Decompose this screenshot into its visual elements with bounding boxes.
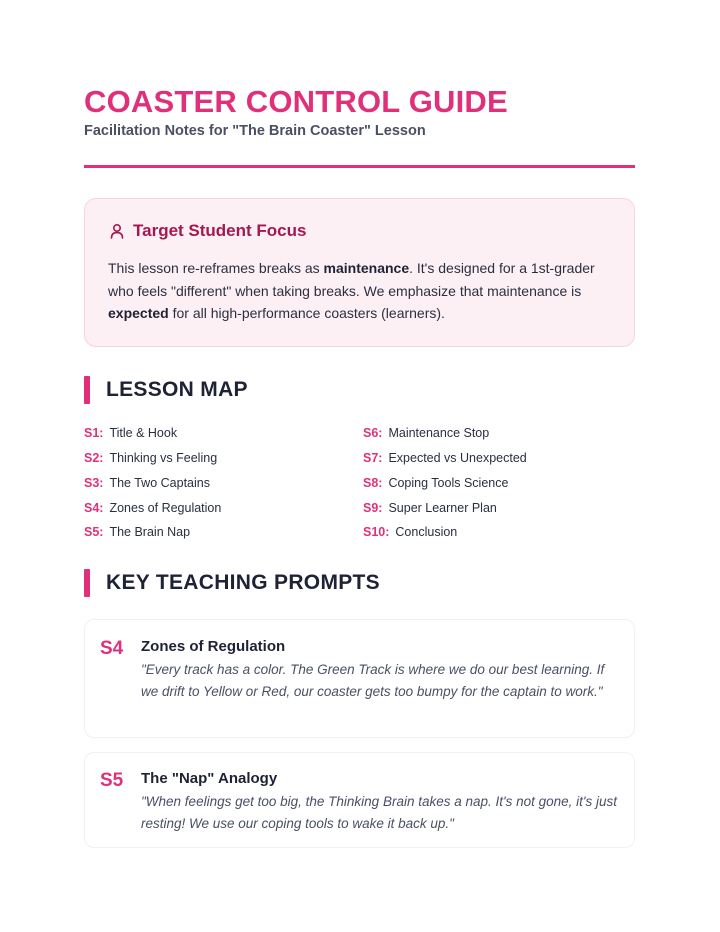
slide-label: The Two Captains xyxy=(109,476,210,490)
slide-code: S10: xyxy=(363,525,390,539)
prompt-quote: "Every track has a color. The Green Track is where we do our best learning. If we drift to Yellow or Red, our coaster gets too bumpy for the captain to work." xyxy=(141,662,605,699)
page-subtitle: Facilitation Notes for "The Brain Coaster" Lesson xyxy=(84,123,426,139)
lesson-map-item xyxy=(363,476,508,490)
slide-label: Title & Hook xyxy=(109,426,178,440)
prompt-title: The "Nap" Analogy xyxy=(141,770,278,787)
slide-label: Super Learner Plan xyxy=(388,501,497,515)
slide-code: S8: xyxy=(363,476,383,490)
user-icon xyxy=(109,223,125,239)
prompt-card-s4 xyxy=(84,619,635,738)
focus-emphasis: maintenance xyxy=(323,260,410,276)
lesson-map-item xyxy=(363,525,457,539)
slide-label: Conclusion xyxy=(395,525,458,539)
focus-text: . It's designed for a 1st-grader who feels "different" when taking breaks. We emphasize that maintenance is xyxy=(108,260,595,299)
prompt-slide-code: S4 xyxy=(100,638,124,659)
slide-code: S2: xyxy=(84,451,104,465)
slide-code: S5: xyxy=(84,525,104,539)
section-title: LESSON MAP xyxy=(106,378,248,401)
slide-label: Expected vs Unexpected xyxy=(388,451,527,465)
slide-code: S4: xyxy=(84,501,104,515)
slide-code: S7: xyxy=(363,451,383,465)
slide-label: Zones of Regulation xyxy=(109,501,222,515)
key-teaching-prompts-heading xyxy=(84,569,380,597)
prompt-quote: "When feelings get too big, the Thinking Brain takes a nap. It's not gone, it's just resting! We use our coping tools to wake it back up." xyxy=(141,794,617,831)
lesson-map-item xyxy=(84,426,177,440)
slide-label: The Brain Nap xyxy=(109,525,191,539)
slide-code: S1: xyxy=(84,426,104,440)
lesson-map-item xyxy=(363,426,489,440)
lesson-map-item xyxy=(84,476,210,490)
lesson-map-item xyxy=(84,525,190,539)
slide-code: S9: xyxy=(363,501,383,515)
page-title: COASTER CONTROL GUIDE xyxy=(84,84,508,119)
prompt-slide-code: S5 xyxy=(100,770,124,791)
slide-label: Thinking vs Feeling xyxy=(109,451,218,465)
focus-title: Target Student Focus xyxy=(133,221,307,240)
focus-text: for all high-performance coasters (learners). xyxy=(168,305,445,321)
section-accent-bar xyxy=(84,569,90,597)
lesson-map-item xyxy=(363,451,527,465)
slide-code: S6: xyxy=(363,426,383,440)
target-student-focus-card xyxy=(84,198,635,347)
lesson-map-item xyxy=(84,501,221,515)
prompt-title: Zones of Regulation xyxy=(141,638,286,655)
section-accent-bar xyxy=(84,376,90,404)
lesson-map-heading xyxy=(84,376,248,404)
slide-label: Coping Tools Science xyxy=(388,476,509,490)
slide-code: S3: xyxy=(84,476,104,490)
header-divider xyxy=(84,165,635,168)
focus-header xyxy=(109,221,306,241)
lesson-map-item xyxy=(84,451,217,465)
section-title: KEY TEACHING PROMPTS xyxy=(106,571,380,594)
lesson-map-item xyxy=(363,501,497,515)
focus-emphasis: expected xyxy=(108,305,169,321)
prompt-card-s5 xyxy=(84,752,635,848)
slide-label: Maintenance Stop xyxy=(388,426,490,440)
focus-body xyxy=(108,257,618,325)
focus-text: This lesson re-reframes breaks as xyxy=(108,260,324,276)
